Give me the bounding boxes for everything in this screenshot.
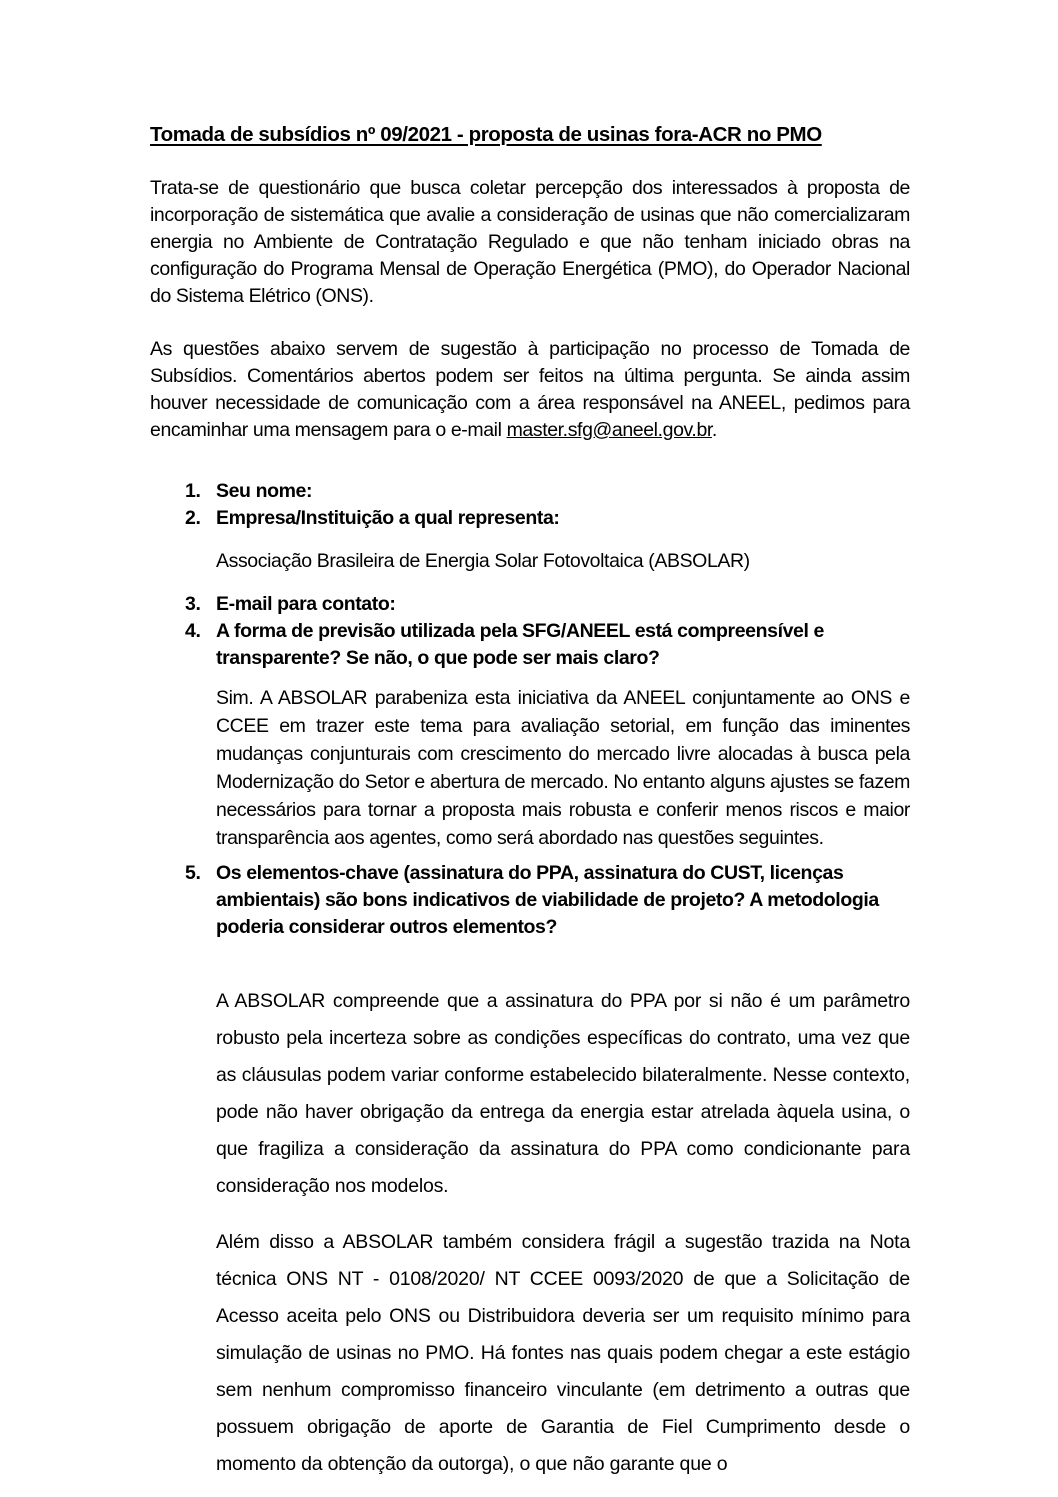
question-4-answer: Sim. A ABSOLAR parabeniza esta iniciativa da ANEEL conjuntamente ao ONS e CCEE em trazer este tema para avaliação setorial, em função das iminentes mudanças conjunturais com crescimento do mercado livre alocadas à busca pela Modernização do Setor e abertura de mercado. No entanto alguns ajustes se fazem necessários para tornar a proposta mais robusta e conferir menos riscos e maior transparência aos agentes, como será abordado nas questões seguintes. — [216, 687, 910, 849]
intro-paragraph-2 — [150, 336, 910, 444]
question-5-label: Os elementos-chave (assinatura do PPA, assinatura do CUST, licenças ambientais) são bons indicativos de viabilidade de projeto? A metodologia poderia considerar outros elementos? — [216, 862, 879, 938]
question-2-number: 2. — [185, 507, 201, 529]
question-item-2 — [150, 505, 910, 532]
question-1-label: Seu nome: — [216, 480, 313, 502]
question-2-label: Empresa/Instituição a qual representa: — [216, 507, 560, 529]
question-item-4 — [150, 618, 910, 672]
question-3-label: E-mail para contato: — [216, 593, 396, 615]
question-3-number: 3. — [185, 593, 201, 615]
question-5-answer-paragraph-1: A ABSOLAR compreende que a assinatura do PPA por si não é um parâmetro robusto pela incerteza sobre as condições específicas do contrato, uma vez que as cláusulas podem variar conforme estabelecido bilateralmente. Nesse contexto, pode não haver obrigação da entrega da energia estar atrelada àquela usina, o que fragiliza a consideração da assinatura do PPA como condicionante para consideração nos modelos. — [216, 990, 910, 1197]
document-title: Tomada de subsídios nº 09/2021 - proposta de usinas fora-ACR no PMO — [150, 123, 822, 146]
question-item-5 — [150, 860, 910, 941]
question-item-1 — [150, 478, 910, 505]
question-2-answer: Associação Brasileira de Energia Solar Fotovoltaica (ABSOLAR) — [216, 550, 750, 572]
question-list — [150, 478, 910, 1483]
question-5-number: 5. — [185, 862, 201, 884]
email-link[interactable]: master.sfg@aneel.gov.br — [506, 419, 712, 441]
question-4-label: A forma de previsão utilizada pela SFG/ANEEL está compreensível e transparente? Se não, o que pode ser mais claro? — [216, 620, 824, 669]
intro-paragraph-2-text: As questões abaixo servem de sugestão à participação no processo de Tomada de Subsídios. Comentários abertos podem ser feitos na última pergunta. Se ainda assim houver necessidade de comunicação com a área responsável na ANEEL, pedimos para encaminhar uma mensagem para o e-mail — [150, 338, 910, 441]
question-1-number: 1. — [185, 480, 201, 502]
question-4-number: 4. — [185, 620, 201, 642]
question-5-answer-paragraph-2: Além disso a ABSOLAR também considera frágil a sugestão trazida na Nota técnica ONS NT - 0108/2020/ NT CCEE 0093/2020 de que a Solicitação de Acesso aceita pelo ONS ou Distribuidora deveria ser um requisito mínimo para simulação de usinas no PMO. Há fontes nas quais podem chegar a este estágio sem nenhum compromisso financeiro vinculante (em detrimento a outras que possuem obrigação de aporte de Garantia de Fiel Cumprimento desde o momento da obtenção da outorga), o que não garante que o — [216, 1231, 910, 1475]
question-item-3 — [150, 591, 910, 618]
intro-paragraph-1: Trata-se de questionário que busca coletar percepção dos interessados à proposta de incorporação de sistemática que avalie a consideração de usinas que não comercializaram energia no Ambiente de Contratação Regulado e que não tenham iniciado obras na configuração do Programa Mensal de Operação Energética (PMO), do Operador Nacional do Sistema Elétrico (ONS). — [150, 177, 910, 307]
intro-paragraph-2-period: . — [711, 419, 717, 441]
